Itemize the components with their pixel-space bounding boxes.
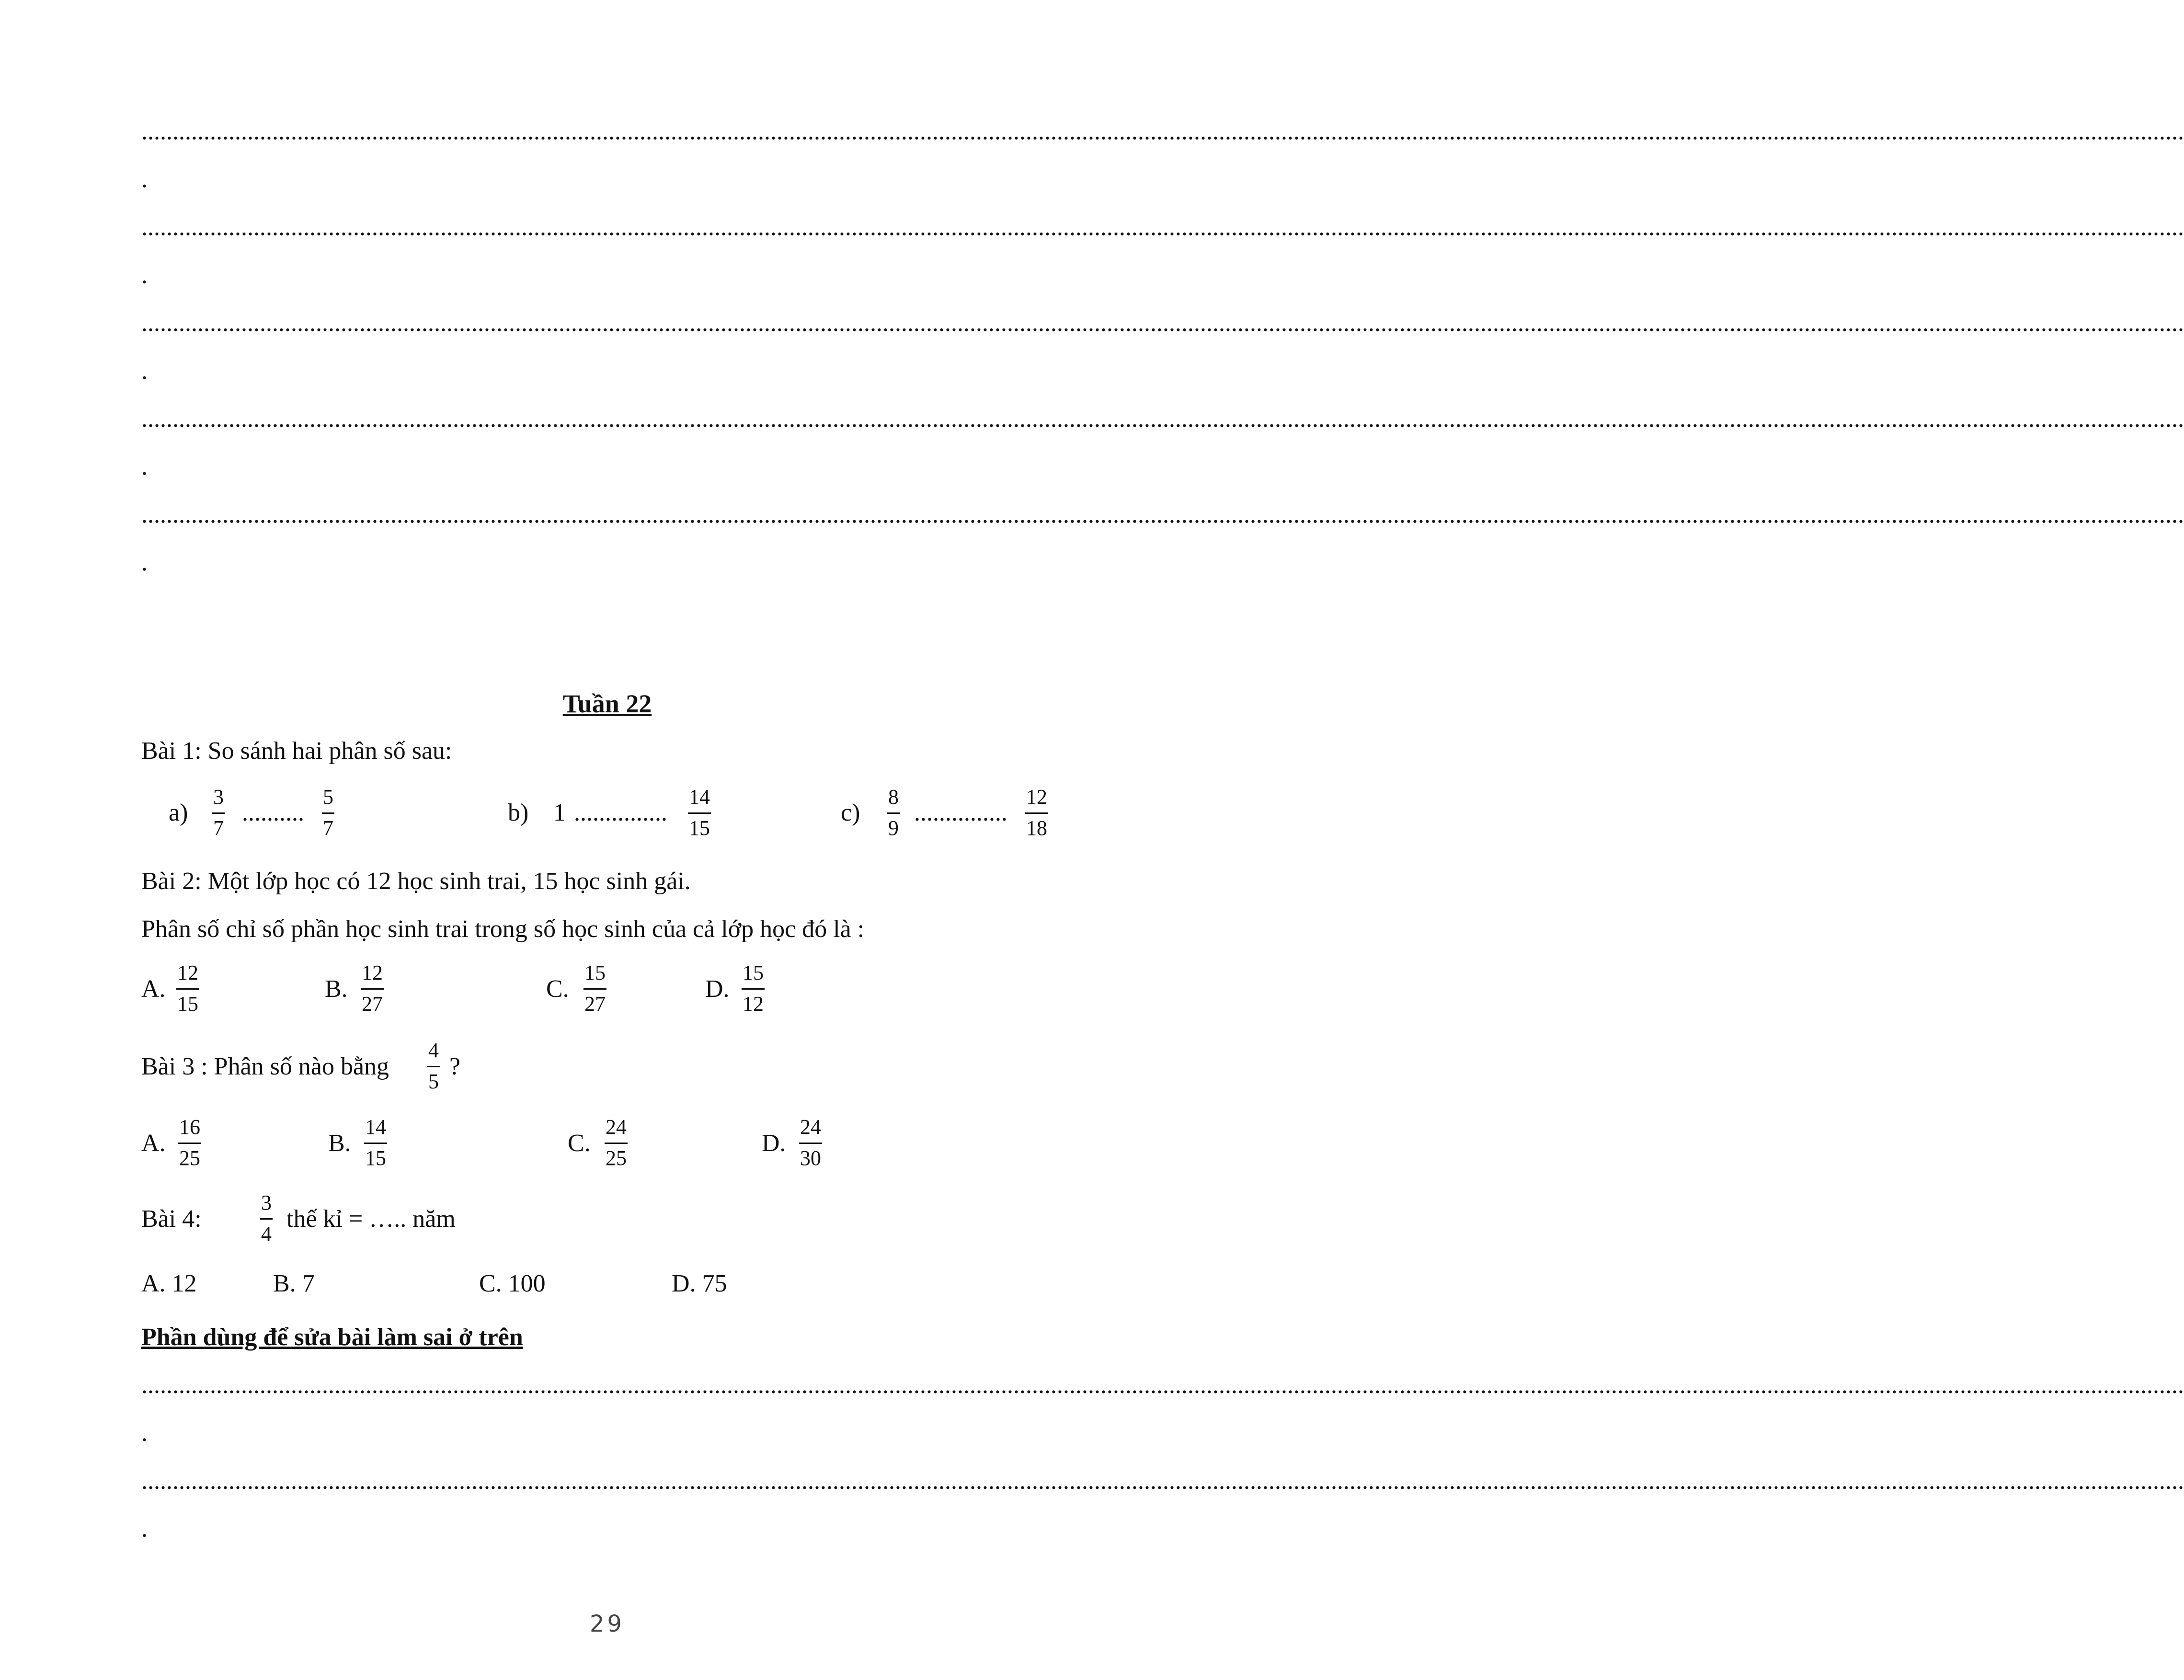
answer-line-end: .: [141, 549, 148, 576]
bai3-question-mark: ?: [449, 1053, 461, 1080]
bai3-option-a-label: A.: [141, 1130, 166, 1157]
page-title: Tuần 22: [562, 689, 652, 718]
answer-line: ........................................................................................................................................................................................................................................................................................................................................: [141, 118, 2184, 145]
bai4-option-b: B. 7: [273, 1270, 315, 1297]
bai1-c-dots: ...............: [914, 799, 1007, 826]
bai3-option-d-fraction: 24 30: [800, 1115, 821, 1170]
bai2-option-a-fraction: 12 15: [177, 961, 198, 1016]
bai2-title: Bài 2: Một lớp học có 12 học sinh trai, 15 học sinh gái.: [141, 868, 691, 895]
bai2-option-c-fraction: 15 27: [584, 961, 606, 1016]
bai1-a-right-fraction: 5 7: [323, 785, 333, 840]
bai3-option-a-fraction: 16 25: [179, 1115, 200, 1170]
answer-line: ........................................................................................................................................................................................................................................................................................................................................: [141, 405, 2184, 433]
page-number: 29: [589, 1611, 625, 1637]
bai4-option-c: C. 100: [479, 1270, 546, 1297]
answer-line-end: .: [141, 1515, 148, 1543]
bai1-c-right-fraction: 12 18: [1026, 785, 1047, 840]
correction-heading: Phần dùng để sửa bài làm sai ở trên: [141, 1324, 523, 1351]
bai1-b-label: b): [508, 799, 529, 826]
bai1-a-left-fraction: 3 7: [213, 785, 224, 840]
bai1-a-dots: ..........: [242, 799, 304, 826]
bai4-option-d: D. 75: [672, 1270, 727, 1297]
answer-line: ........................................................................................................................................................................................................................................................................................................................................: [141, 1467, 2184, 1495]
bai2-option-c-label: C.: [546, 975, 569, 1003]
answer-line-end: .: [141, 357, 148, 385]
bai3-option-b-fraction: 14 15: [365, 1115, 386, 1170]
bai3-fraction: 4 5: [428, 1039, 439, 1093]
answer-line-end: .: [141, 453, 148, 480]
bai4-title: Bài 4:: [141, 1205, 202, 1233]
bai1-c-label: c): [841, 799, 860, 826]
bai3-option-c-label: C.: [568, 1130, 591, 1157]
bai3-option-d-label: D.: [762, 1130, 786, 1157]
answer-line-end: .: [141, 166, 148, 193]
bai1-title: Bài 1: So sánh hai phân số sau:: [141, 737, 452, 765]
answer-line-end: .: [141, 262, 148, 289]
bai4-fraction: 3 4: [261, 1191, 272, 1246]
bai2-option-a-label: A.: [141, 975, 166, 1003]
bai2-option-b-fraction: 12 27: [362, 961, 383, 1016]
answer-line: ........................................................................................................................................................................................................................................................................................................................................: [141, 309, 2184, 337]
bai2-option-b-label: B.: [325, 975, 348, 1003]
bai2-option-d-label: D.: [705, 975, 730, 1003]
bai4-option-a: A. 12: [141, 1270, 197, 1297]
bai1-b-right-fraction: 14 15: [689, 785, 710, 840]
bai3-option-b-label: B.: [328, 1130, 351, 1157]
answer-line: ........................................................................................................................................................................................................................................................................................................................................: [141, 1371, 2184, 1399]
bai3-title: Bài 3 : Phân số nào bằng: [141, 1053, 389, 1080]
bai1-b-dots: ...............: [574, 799, 667, 826]
bai2-question: Phân số chỉ số phần học sinh trai trong số học sinh của cả lớp học đó là :: [141, 915, 865, 943]
bai1-b-left: 1: [553, 799, 566, 826]
bai2-option-d-fraction: 15 12: [743, 961, 764, 1016]
bai4-statement: thế kỉ = ….. năm: [286, 1205, 456, 1233]
answer-line: ........................................................................................................................................................................................................................................................................................................................................: [141, 501, 2184, 528]
answer-line-end: .: [141, 1419, 148, 1447]
bai1-a-label: a): [169, 799, 188, 826]
bai1-c-left-fraction: 8 9: [888, 785, 899, 840]
answer-line: ........................................................................................................................................................................................................................................................................................................................................: [141, 214, 2184, 241]
bai3-option-c-fraction: 24 25: [606, 1115, 627, 1170]
